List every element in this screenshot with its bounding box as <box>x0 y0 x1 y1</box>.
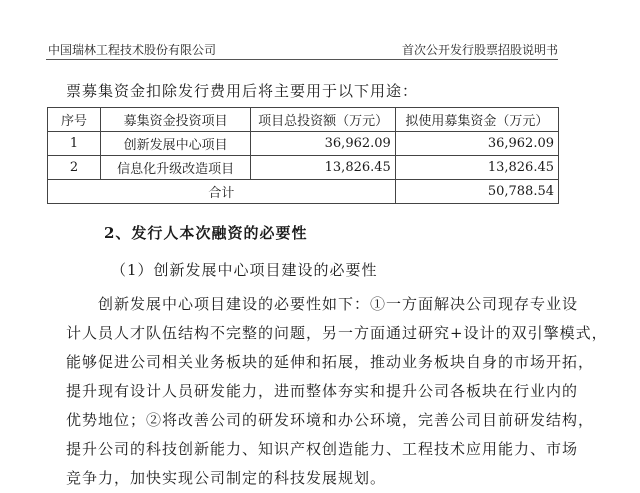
header-divider <box>46 59 558 60</box>
header-doc-title: 首次公开发行股票招股说明书 <box>401 43 558 57</box>
paragraph-line: 提升现有设计人员研发能力，进而整体夯实和提升公司各板块在行业内的 <box>66 382 579 400</box>
row-total-investment: 36,962.09 <box>251 132 395 156</box>
intro-text: 票募集资金扣除发行费用后将主要用于以下用途： <box>66 82 419 100</box>
paragraph-line: 提升公司的科技创新能力、知识产权创造能力、工程技术应用能力、市场 <box>66 440 579 458</box>
table-row <box>48 156 559 180</box>
table-total-row <box>48 180 559 204</box>
paragraph-line: 创新发展中心项目建设的必要性如下：①一方面解决公司现存专业设 <box>98 295 579 313</box>
table-row <box>48 132 559 156</box>
column-header-funds-used: 拟使用募集资金（万元） <box>395 108 558 132</box>
row-index: 1 <box>48 132 101 156</box>
row-funds-used: 13,826.45 <box>395 156 558 180</box>
column-header-total-investment: 项目总投资额（万元） <box>251 108 395 132</box>
row-index: 2 <box>48 156 101 180</box>
table-header-row <box>48 108 559 132</box>
column-header-project: 募集资金投资项目 <box>100 108 250 132</box>
total-label: 合计 <box>48 180 396 204</box>
paragraph-line: 能够促进公司相关业务板块的延伸和拓展，推动业务板块自身的市场开拓， <box>66 353 595 371</box>
row-project: 信息化升级改造项目 <box>100 156 250 180</box>
paragraph-line: 优势地位；②将改善公司的研发环境和办公环境，完善公司目前研发结构， <box>66 411 595 429</box>
header-company: 中国瑞林工程技术股份有限公司 <box>48 43 217 57</box>
paragraph-line: 竞争力，加快实现公司制定的科技发展规划。 <box>66 469 387 487</box>
total-value: 50,788.54 <box>395 180 558 204</box>
body-paragraph <box>66 290 608 493</box>
paragraph-line: 计人员人才队伍结构不完整的问题，另一方面通过研究+设计的双引擎模式， <box>66 324 608 342</box>
row-project: 创新发展中心项目 <box>100 132 250 156</box>
subsection-title: （1）创新发展中心项目建设的必要性 <box>111 261 378 279</box>
row-funds-used: 36,962.09 <box>395 132 558 156</box>
fund-usage-table <box>47 107 559 204</box>
column-header-index: 序号 <box>48 108 101 132</box>
row-total-investment: 13,826.45 <box>251 156 395 180</box>
section-title: 2、发行人本次融资的必要性 <box>104 224 308 242</box>
